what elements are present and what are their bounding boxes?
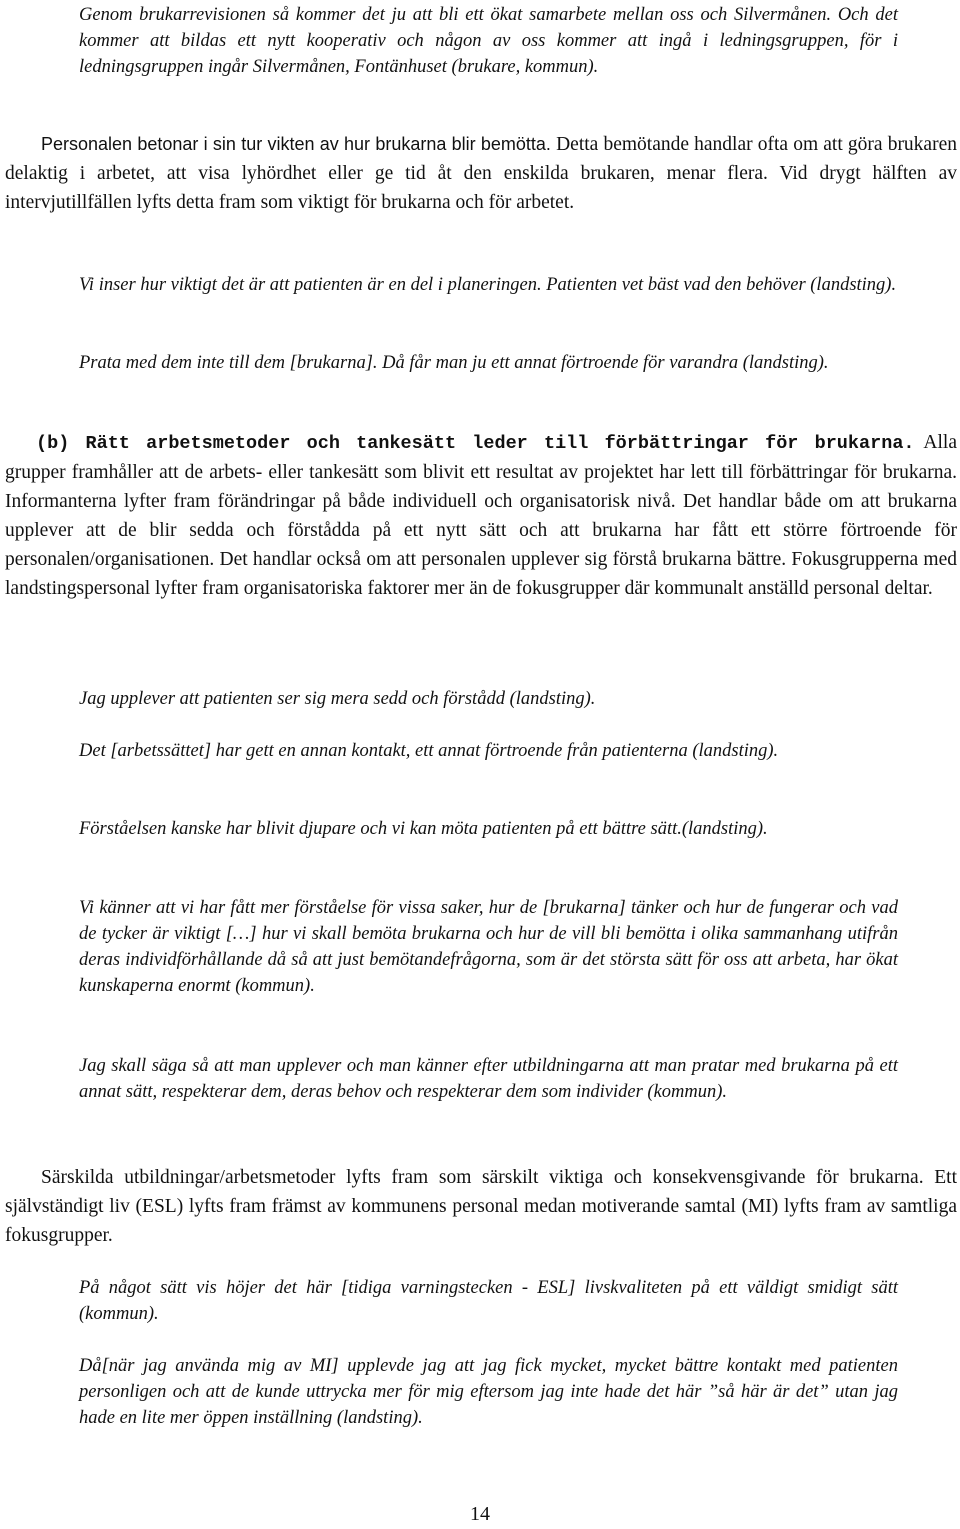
paragraph-personal-tail: Vid drygt hälften av intervjutillfällen lyfts detta fram som viktigt för brukarna och för arbetet. — [5, 163, 957, 213]
section-b-body: Alla grupper framhåller att de arbets- eller tankesätt som blivit ett resultat av projektet har lett till förbättringar för brukarna. Informanterna lyfter fram förändringar på både individuell och organisatorisk nivå. Det handlar både om att brukarna upplever att de blir sedda och förstådda på ett nytt sätt och att brukarna har fått ett större förtroende för personalen/organisationen. Det handlar också om att personalen upplever sig förstå brukarna bättre. Fokusgrupperna med landstingspersonal lyfter fram organisatoriska faktorer mer än de fokusgrupper där kommunalt anställd personal deltar. — [5, 432, 958, 599]
quote: Förståelsen kanske har blivit djupare och vi kan möta patienten på ett bättre sätt.(landsting). — [79, 819, 768, 839]
quote: Då[när jag använda mig av MI] upplevde jag att jag fick mycket, mycket bättre kontakt med patienten personligen och att de kunde uttrycka mer för mig eftersom jag inte hade det här ”så här är det” utan jag hade en lite mer öppen inställning (landsting). — [79, 1356, 898, 1428]
section-b-heading: (b) Rätt arbetsmetoder och tankesätt leder till förbättringar för brukarna. — [36, 433, 915, 454]
quote: Det [arbetssättet] har gett en annan kontakt, ett annat förtroende från patienterna (landsting). — [79, 741, 779, 761]
page-number: 14 — [470, 1503, 490, 1525]
quote: Vi känner att vi har fått mer förståelse för vissa saker, hur de [brukarna] tänker och hur de fungerar och vad de tycker är viktigt […] hur vi skall bemöta brukarna och hur de vill bli bemötta i olika sammanhang utifrån deras individförhållande då så att just bemötandefrågorna, som är det största sätt för oss att arbeta, har ökat kunskaperna enormt (kommun). — [79, 898, 898, 996]
quote: Jag skall säga så att man upplever och man känner efter utbildningarna att man pratar med brukarna på ett annat sätt, respekterar dem, deras behov och respekterar dem som individer (kommun). — [79, 1056, 898, 1102]
quote: Prata med dem inte till dem [brukarna]. Då får man ju ett annat förtroende för varandra (landsting). — [79, 353, 829, 373]
quote: Jag upplever att patienten ser sig mera sedd och förstådd (landsting). — [79, 689, 596, 709]
quote: På något sätt vis höjer det här [tidiga varningstecken - ESL] livskvaliteten på ett väldigt smidigt sätt (kommun). — [79, 1278, 898, 1324]
quote: Vi inser hur viktigt det är att patienten är en del i planeringen. Patienten vet bäst vad den behöver (landsting). — [79, 275, 897, 295]
section-b-paragraph — [5, 428, 957, 603]
paragraph-personal — [5, 130, 957, 217]
paragraph-personal-body: Detta bemötande handlar ofta om att göra brukaren delaktig i arbetet, att visa lyhördhet eller ge tid åt den enskilda brukaren, menar flera. — [5, 134, 957, 184]
paragraph-personal-lead: Personalen betonar i sin tur vikten av hur brukarna blir bemötta. — [41, 134, 551, 154]
quote-intro: Genom brukarrevisionen så kommer det ju att bli ett ökat samarbete mellan oss och Silvermånen. Och det kommer att bildas ett nytt kooperativ och någon av oss kommer att ingå i ledningsgruppen, för i ledningsgruppen ingår Silvermånen, Fontänhuset (brukare, kommun). — [79, 5, 898, 77]
paragraph-methods: Särskilda utbildningar/arbetsmetoder lyfts fram som särskilt viktiga och konsekvensgivande för brukarna. Ett självständigt liv (ESL) lyfts fram främst av kommunens personal medan motiverande samtal (MI) lyfts fram av samtliga fokusgrupper. — [5, 1167, 957, 1246]
